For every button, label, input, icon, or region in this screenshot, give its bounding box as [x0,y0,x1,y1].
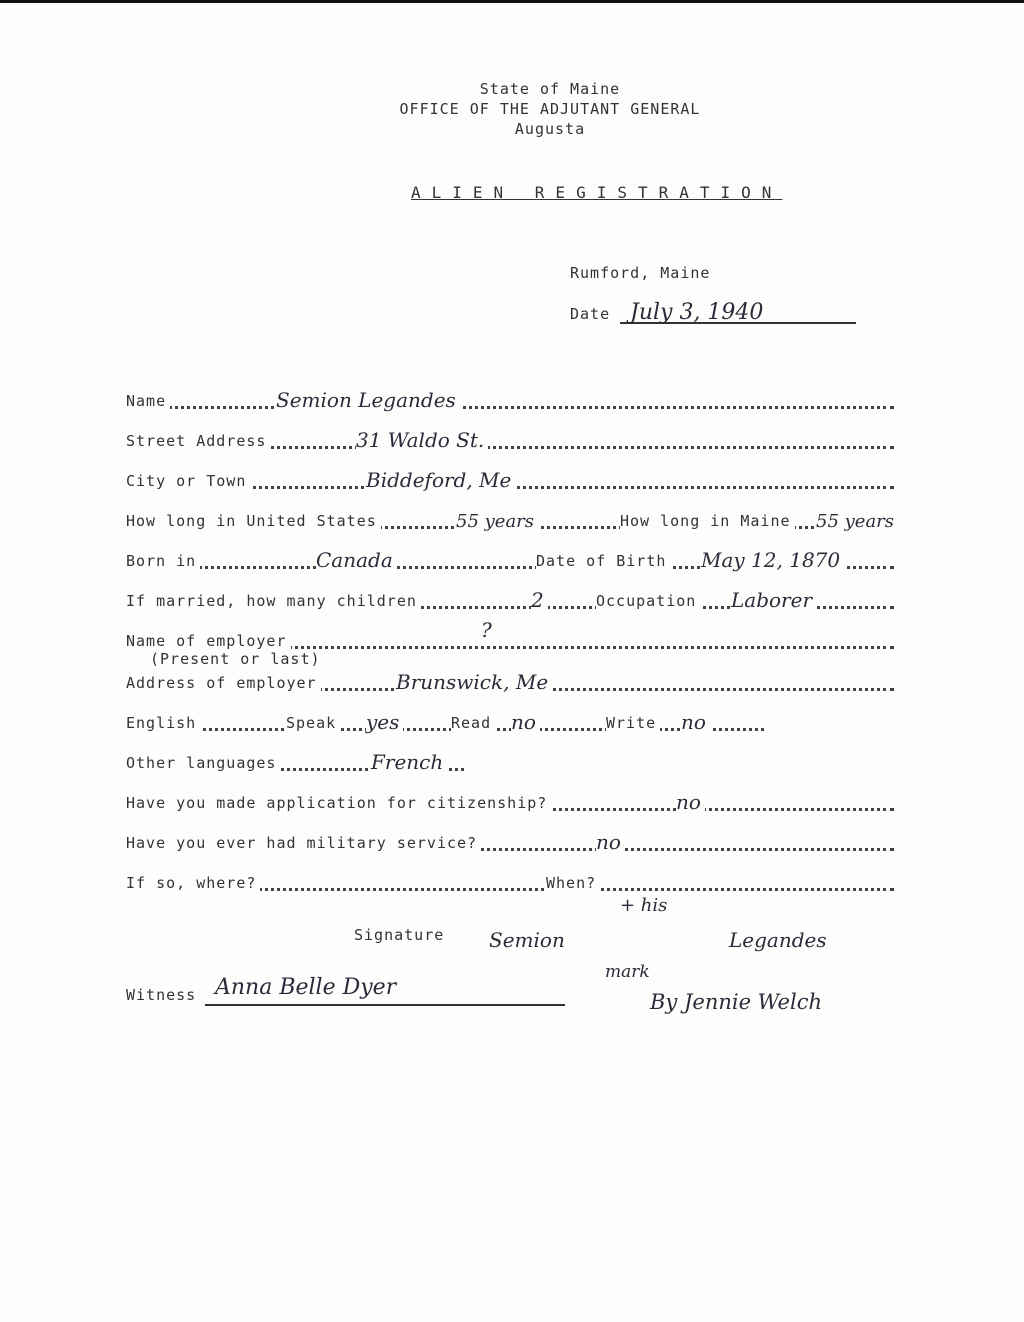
us-years-value: 55 years [456,511,538,532]
citizenship-value: no [676,790,705,814]
occupation-label: Occupation [596,592,700,610]
signature-first: Semion [489,928,569,952]
languages-label: Other languages [126,754,280,772]
row-city [126,466,894,490]
row-birth [126,546,894,570]
row-employer [126,618,894,650]
mark-word: mark [605,962,650,982]
languages-value: French [371,750,447,774]
date-label: Date [570,305,611,323]
read-label: Read [451,714,495,732]
row-english [126,708,764,732]
row-name [126,386,894,410]
born-label: Born in [126,552,200,570]
speak-label: Speak [286,714,340,732]
dob-label: Date of Birth [536,552,670,570]
employer-address-label: Address of employer [126,674,321,692]
row-street [126,426,894,450]
row-citizenship [126,788,894,812]
maine-years-value: 55 years [816,511,898,532]
place: Rumford, Maine [570,264,711,282]
signature-mark: + his [620,895,668,916]
occupation-value: Laborer [731,588,816,612]
city-label: City or Town [126,472,250,490]
read-value: no [511,710,540,734]
row-family [126,586,894,610]
header-state: State of Maine [479,80,621,98]
where-label: If so, where? [126,874,260,892]
row-signature [354,926,894,950]
street-value: 31 Waldo St. [356,428,488,452]
signed-by: By Jennie Welch [650,990,822,1014]
signature-label: Signature [354,926,448,944]
speak-value: yes [366,710,403,734]
english-label: English [126,714,200,732]
form-title: ALIEN REGISTRATION [411,183,783,202]
employer-address-value: Brunswick, Me [396,670,552,694]
date-value: July 3, 1940 [630,300,764,325]
children-value: 2 [531,588,548,612]
signature-last: Legandes [729,928,831,952]
employer-sublabel: (Present or last) [150,650,321,668]
when-label: When? [546,874,600,892]
row-residence [126,506,894,530]
witness-line [205,1004,565,1006]
dob-value: May 12, 1870 [701,548,844,572]
row-military [126,828,894,852]
street-label: Street Address [126,432,270,450]
employer-value: ? [481,618,492,642]
row-languages [126,748,464,772]
children-label: If married, how many children [126,592,421,610]
witness-label: Witness [126,986,197,1004]
dot-leader [126,728,764,731]
born-value: Canada [316,548,397,572]
row-employer-address [126,668,894,692]
city-value: Biddeford, Me [366,468,515,492]
header-office: OFFICE OF THE ADJUTANT GENERAL [399,100,701,118]
maine-years-label: How long in Maine [620,512,795,530]
citizenship-label: Have you made application for citizenship? [126,794,551,812]
us-years-label: How long in United States [126,512,381,530]
military-value: no [596,830,625,854]
employer-label: Name of employer [126,632,291,650]
name-label: Name [126,392,170,410]
dot-leader [126,406,894,409]
header-city: Augusta [514,120,586,138]
scan-edge [0,0,1024,3]
write-value: no [681,710,710,734]
row-service-where [126,868,894,892]
name-value: Semion Legandes [276,388,460,412]
military-label: Have you ever had military service? [126,834,481,852]
write-label: Write [606,714,660,732]
witness-value: Anna Belle Dyer [215,975,397,1000]
